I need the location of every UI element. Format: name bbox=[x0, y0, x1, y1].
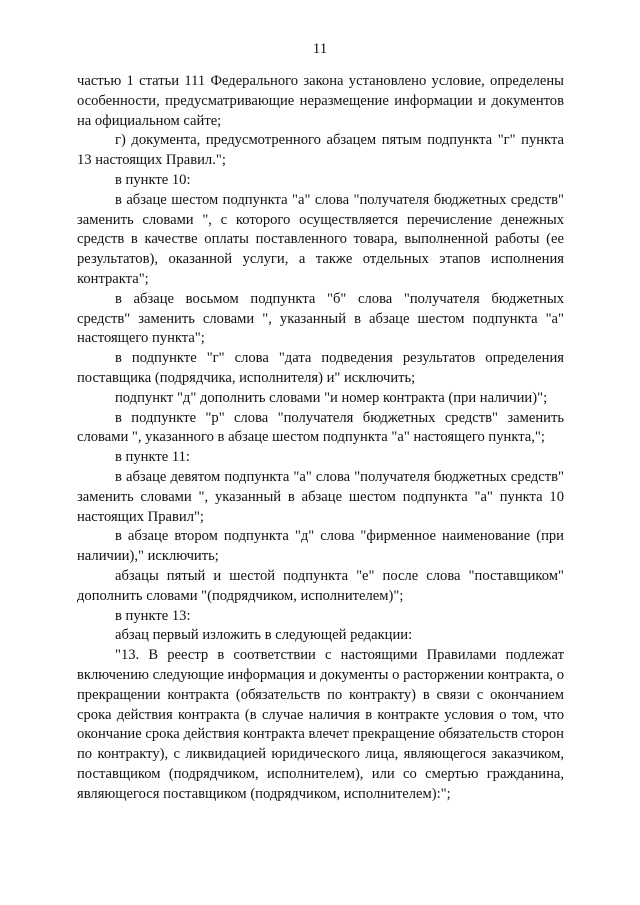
paragraph: подпункт "д" дополнить словами "и номер контракта (при наличии)"; bbox=[115, 389, 548, 406]
paragraph: в подпункте "г" слова "дата подведения результатов определения поставщика (подрядчика, исполнителя) и" исключить; bbox=[77, 350, 564, 386]
paragraph: г) документа, предусмотренного абзацем пятым подпункта "г" пункта 13 настоящих Правил."; bbox=[77, 132, 564, 169]
page-number: 11 bbox=[312, 41, 328, 57]
paragraph: в абзаце девятом подпункта "а" слова "получателя бюджетных средств" заменить словами ", указанный в абзаце шестом подпункта "а" пункта 10 настоящих Правил"; bbox=[77, 468, 564, 525]
paragraph: "13. В реестр в соответствии с настоящими Правилами подлежат включению следующие информация и документы о расторжении контракта, о прекращении контракта (обязательств по контракту) в связи с окончанием срока действия контракта (в случае наличия в контракте условия о том, что окончание срока действия контракта влечет прекращение обязательств сторон по контракту), с ликвидацией юридического лица, являющегося заказчиком, поставщиком (подрядчиком, исполнителем), или со смертью гражданина, являющегося поставщиком (подрядчиком, исполнителем):"; bbox=[77, 647, 564, 802]
paragraph: в абзаце восьмом подпункта "б" слова "получателя бюджетных средств" заменить словами ", указанный в абзаце шестом подпункта "а" настоящего пункта"; bbox=[77, 290, 564, 347]
paragraph: в пункте 11: bbox=[115, 449, 190, 466]
paragraph: в пункте 10: bbox=[115, 171, 191, 188]
paragraph: в подпункте "р" слова "получателя бюджетных средств" заменить словами ", указанного в абзаце шестом подпункта "а" настоящего пункта,"; bbox=[77, 409, 564, 446]
paragraph: частью 1 статьи 111 Федерального закона установлено условие, определены особенности, предусматривающие неразмещение информации и документов на официальном сайте; bbox=[77, 73, 564, 129]
document-body bbox=[77, 72, 564, 804]
paragraph: в абзаце шестом подпункта "а" слова "получателя бюджетных средств" заменить словами ", с которого осуществляется перечисление денежных средств в качестве оплаты поставленного товара, выполненной работы (ее результатов), оказанной услуги, а также отдельных этапов исполнения контракта"; bbox=[77, 191, 564, 287]
paragraph: абзац первый изложить в следующей редакции: bbox=[115, 627, 413, 644]
paragraph: в пункте 13: bbox=[115, 607, 191, 624]
paragraph: абзацы пятый и шестой подпункта "е" после слова "поставщиком" дополнить словами "(подрядчиком, исполнителем)"; bbox=[77, 567, 564, 604]
paragraph: в абзаце втором подпункта "д" слова "фирменное наименование (при наличии)," исключить; bbox=[77, 528, 564, 565]
